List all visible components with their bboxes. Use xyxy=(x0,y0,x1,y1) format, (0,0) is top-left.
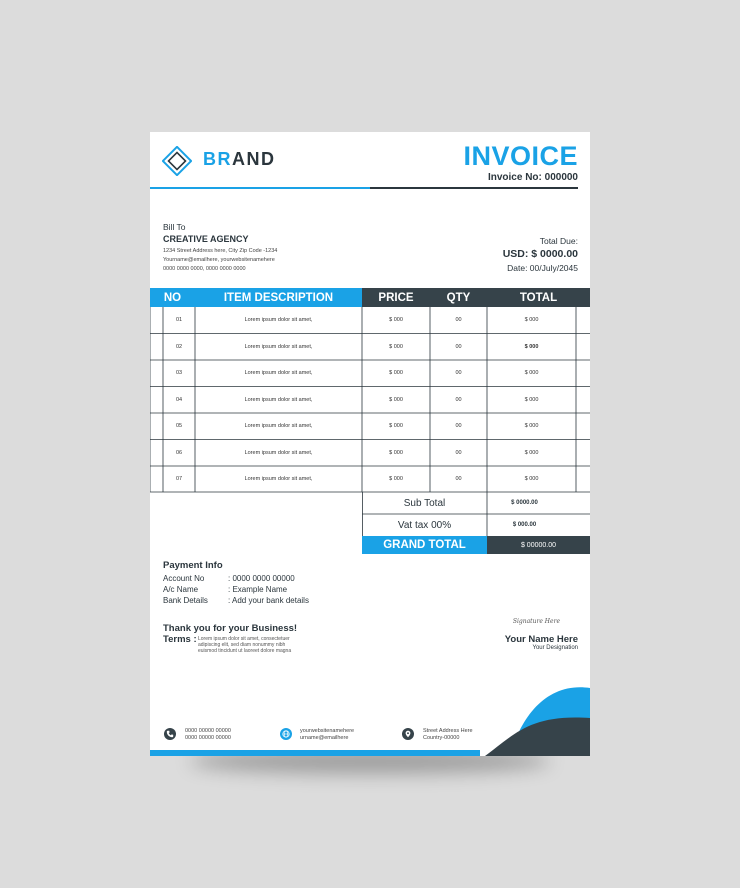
row-price: $ 000 xyxy=(389,396,403,403)
footer-accent-bar xyxy=(150,750,480,756)
row-qty: 00 xyxy=(455,476,462,482)
row-total: $ 000 xyxy=(524,396,539,403)
row-no: 07 xyxy=(175,476,183,482)
row-qty: 00 xyxy=(455,370,462,376)
row-no: 05 xyxy=(175,423,183,429)
footer-web-email: yourwebsitenamehere urname@emailhere xyxy=(300,728,355,741)
row-description: Lorem ipsum dolor sit amet, xyxy=(244,370,313,376)
row-qty: 00 xyxy=(455,396,462,403)
row-qty: 00 xyxy=(455,317,462,323)
terms-text-line: Lorem ipsum dolor sit amet, consectetuer xyxy=(198,636,290,642)
invoice-number: Invoice No: 000000 xyxy=(487,172,578,183)
row-description: Lorem ipsum dolor sit amet, xyxy=(244,396,313,403)
row-no: 02 xyxy=(175,343,183,350)
header-no: NO xyxy=(150,288,195,307)
brand-name: BRAND xyxy=(203,149,276,169)
payment-row-bank: Bank Details : Add your bank details xyxy=(163,596,309,605)
bill-to-name: CREATIVE AGENCY xyxy=(163,234,249,244)
row-no: 03 xyxy=(175,370,183,376)
terms-text-line: adipiscing elit, sed diam nonummy nibh xyxy=(198,642,286,648)
row-qty: 00 xyxy=(455,343,462,350)
bill-to-emails: Yourname@emailhere, yourwebsitenamehere xyxy=(163,257,275,263)
row-total: $ 000 xyxy=(524,317,539,323)
signer-designation: Your Designation xyxy=(532,645,578,651)
row-description: Lorem ipsum dolor sit amet, xyxy=(244,317,313,323)
bill-to-address: 1234 Street Address here, City Zip Code -1234 xyxy=(163,248,278,254)
row-no: 04 xyxy=(175,396,183,403)
total-due-value: USD: $ 0000.00 xyxy=(502,248,578,260)
row-no: 01 xyxy=(175,317,183,323)
row-description: Lorem ipsum dolor sit amet, xyxy=(244,476,313,482)
header-total: TOTAL xyxy=(487,288,590,307)
total-due-label: Total Due: xyxy=(539,236,578,246)
grand-total-value: $ 00000.00 xyxy=(487,536,590,554)
header-qty: QTY xyxy=(430,288,487,307)
invoice-date: Date: 00/July/2045 xyxy=(507,263,578,273)
thank-you-message: Thank you for your Business! xyxy=(163,623,298,634)
invoice-page xyxy=(150,132,590,756)
header-price: PRICE xyxy=(362,288,430,307)
sub-total-label: Sub Total xyxy=(403,497,446,509)
row-qty: 00 xyxy=(455,449,462,456)
bill-to-label: Bill To xyxy=(163,222,186,232)
row-price: $ 000 xyxy=(389,317,403,323)
invoice-title: INVOICE xyxy=(463,141,578,171)
vat-tax-label: Vat tax 00% xyxy=(397,519,452,531)
terms-text-line: euismod tincidunt ut laoreet dolore magna xyxy=(198,648,292,654)
footer-phone-numbers: 0000 00000 00000 0000 00000 00000 xyxy=(185,728,231,741)
vat-tax-value: $ 000.00 xyxy=(512,522,537,528)
diamond-logo-icon xyxy=(162,146,192,176)
item-table-body xyxy=(150,307,590,493)
header-divider-blue xyxy=(150,187,370,189)
footer-address: Street Address Here Country-00000 xyxy=(423,728,473,741)
row-description: Lorem ipsum dolor sit amet, xyxy=(244,423,313,429)
row-description: Lorem ipsum dolor sit amet, xyxy=(244,449,313,456)
row-total: $ 000 xyxy=(524,476,539,482)
phone-icon xyxy=(164,728,176,740)
row-price: $ 000 xyxy=(389,449,403,456)
row-price: $ 000 xyxy=(389,343,403,350)
row-price: $ 000 xyxy=(389,370,403,376)
row-total: $ 000 xyxy=(524,343,539,350)
row-qty: 00 xyxy=(455,423,462,429)
payment-info-title: Payment Info xyxy=(163,560,223,571)
row-description: Lorem ipsum dolor sit amet, xyxy=(244,343,313,350)
row-no: 06 xyxy=(175,449,183,456)
header-divider-dark xyxy=(370,187,578,189)
location-pin-icon xyxy=(402,728,414,740)
globe-icon xyxy=(280,728,292,740)
sub-total-value: $ 0000.00 xyxy=(511,500,538,506)
row-total: $ 000 xyxy=(524,370,539,376)
payment-row-account: Account No : 0000 0000 00000 xyxy=(163,574,295,583)
grand-total-label: GRAND TOTAL xyxy=(362,536,487,554)
row-price: $ 000 xyxy=(389,423,403,429)
signer-name: Your Name Here xyxy=(504,634,578,645)
row-total: $ 000 xyxy=(524,423,539,429)
header-item-description: ITEM DESCRIPTION xyxy=(195,288,362,307)
payment-row-name: A/c Name : Example Name xyxy=(163,585,288,594)
bill-to-phones: 0000 0000 0000, 0000 0000 0000 xyxy=(163,266,246,272)
signature-script: Signature Here xyxy=(512,618,560,625)
row-price: $ 000 xyxy=(389,476,403,482)
footer-wave-decoration xyxy=(150,672,590,756)
terms-label: Terms : xyxy=(163,634,197,645)
row-total: $ 000 xyxy=(524,449,539,456)
